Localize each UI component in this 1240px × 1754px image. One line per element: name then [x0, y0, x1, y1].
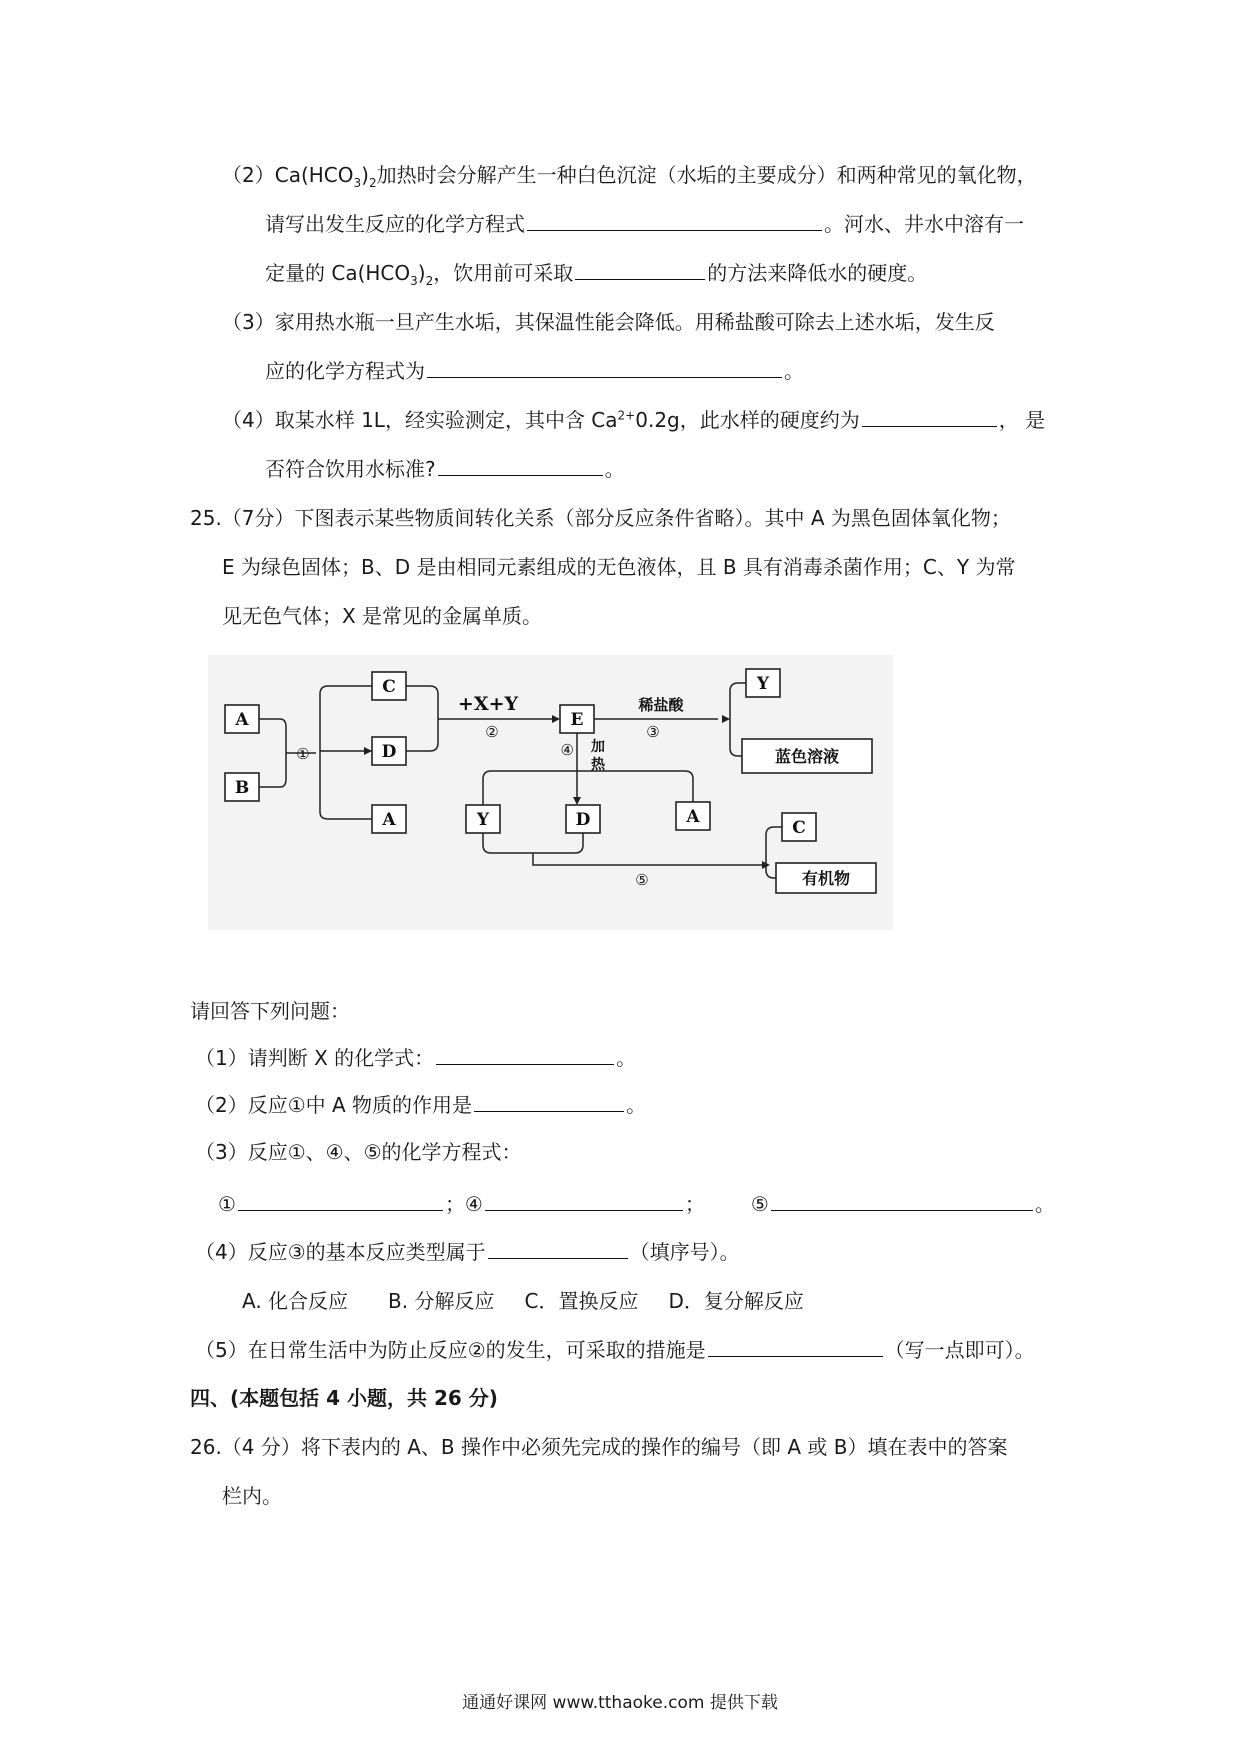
text-frag: ) — [361, 163, 369, 187]
node-y-low: Y — [476, 810, 490, 830]
superscript: 2+ — [617, 408, 636, 423]
answer-blank-equation-hcl[interactable] — [427, 357, 782, 378]
text-frag: ⑤ — [750, 1192, 769, 1216]
node-e: E — [570, 710, 584, 730]
text-frag: 应的化学方程式为 — [265, 359, 425, 383]
text-frag: （4）取某水样 1L，经实验测定，其中含 Ca — [222, 408, 618, 432]
text-frag: 请写出发生反应的化学方程式 — [265, 212, 525, 236]
q24-part2-line2 — [265, 210, 1024, 238]
option-b: B. 分解反应 — [388, 1289, 495, 1313]
q25-sub2 — [195, 1091, 646, 1119]
answer-blank-a-role[interactable] — [474, 1091, 624, 1112]
answer-blank-eq1[interactable] — [238, 1190, 443, 1211]
text-frag: 的方法来降低水的硬度。 — [707, 261, 928, 285]
q26-line1: 26.（4 分）将下表内的 A、B 操作中必须先完成的操作的编号（即 A 或 B）填在表中的答案 — [190, 1435, 1008, 1459]
reaction-4-label: ④ — [560, 741, 574, 759]
text-frag: 。 — [604, 457, 625, 481]
answer-blank-prevention[interactable] — [708, 1336, 883, 1357]
q25-ask: 请回答下列问题： — [190, 999, 350, 1023]
answer-blank-method[interactable] — [575, 259, 705, 280]
text-frag: 。 — [616, 1046, 637, 1070]
reaction-3-label: ③ — [646, 723, 660, 741]
node-a-left: A — [235, 710, 249, 730]
answer-blank-x-formula[interactable] — [436, 1044, 614, 1065]
text-frag: （1）请判断 X 的化学式： — [195, 1046, 435, 1070]
text-frag: ) — [417, 261, 426, 285]
reaction-diagram — [208, 655, 893, 930]
q25-intro-line1: 25.（7分）下图表示某些物质间转化关系（部分反应条件省略）。其中 A 为黑色固体氧化物； — [190, 506, 1011, 530]
q25-intro-line3: 见无色气体；X 是常见的金属单质。 — [222, 604, 543, 628]
text-frag: ；④ — [444, 1192, 483, 1216]
q25-sub4-options — [242, 1287, 804, 1315]
q24-part3-line2 — [265, 357, 804, 385]
answer-blank-eq4[interactable] — [485, 1190, 683, 1211]
text-frag: （2）Ca(HCO — [222, 163, 354, 187]
label-heat-1: 加 — [591, 739, 605, 755]
text-frag: ，饮用前可采取 — [433, 261, 574, 285]
subscript: 3 — [353, 176, 362, 190]
subscript: 2 — [425, 274, 434, 288]
label-plus-xy: +X+Y — [457, 693, 519, 715]
text-frag: ； — [684, 1192, 705, 1216]
q25-sub4 — [195, 1238, 740, 1266]
option-d: D．复分解反应 — [668, 1289, 804, 1313]
subscript: 3 — [410, 274, 418, 288]
q24-part4-line2 — [265, 455, 625, 483]
answer-blank-equation[interactable] — [527, 210, 822, 231]
answer-blank-reaction-type[interactable] — [488, 1238, 628, 1259]
q24-part2-line3 — [265, 259, 927, 287]
node-a-low: A — [686, 807, 700, 827]
node-c-top: C — [382, 677, 396, 697]
text-frag: 。河水、井水中溶有一 — [824, 212, 1024, 236]
text-frag: （4）反应③的基本反应类型属于 — [195, 1240, 486, 1264]
q25-intro-line2: E 为绿色固体；B、D 是由相同元素组成的无色液体，且 B 具有消毒杀菌作用；C、Y 为常 — [222, 555, 1016, 579]
text-frag: 。 — [626, 1093, 647, 1117]
reaction-2-label: ② — [485, 723, 499, 741]
q24-part2-line1 — [222, 161, 1037, 189]
text-frag: ① — [218, 1192, 236, 1216]
page-footer: 通通好课网 www.tthaoke.com 提供下载 — [462, 1693, 778, 1713]
text-frag: 否符合饮用水标准? — [265, 457, 436, 481]
q25-sub5 — [195, 1336, 1035, 1364]
text-frag: （写一点即可）。 — [884, 1338, 1035, 1362]
text-frag: 。 — [784, 359, 804, 383]
reaction-1-label: ① — [296, 745, 310, 763]
q25-sub3: （3）反应①、④、⑤的化学方程式： — [195, 1140, 522, 1164]
text-frag: 。 — [1034, 1192, 1055, 1216]
text-frag: （5）在日常生活中为防止反应②的发生，可采取的措施是 — [195, 1338, 706, 1362]
node-b-left: B — [234, 778, 250, 798]
text-frag: （2）反应①中 A 物质的作用是 — [195, 1093, 473, 1117]
text-frag: ， 是 — [998, 408, 1046, 432]
section-4-heading: 四、(本题包括 4 小题，共 26 分) — [190, 1386, 498, 1410]
node-d-low: D — [575, 810, 591, 830]
reaction-5-label: ⑤ — [635, 871, 649, 889]
text-frag: 0.2g，此水样的硬度约为 — [635, 408, 860, 432]
node-blue-solution: 蓝色溶液 — [774, 747, 840, 766]
label-dilute-hcl: 稀盐酸 — [638, 696, 684, 714]
node-organic: 有机物 — [801, 869, 851, 888]
q24-part3-line1 — [222, 308, 995, 336]
label-heat-2: 热 — [591, 757, 605, 773]
q26-line2: 栏内。 — [222, 1484, 282, 1508]
text-frag: 定量的 Ca(HCO — [265, 261, 411, 285]
option-c: C．置换反应 — [524, 1289, 639, 1313]
option-a: A. 化合反应 — [242, 1289, 349, 1313]
node-c-right: C — [792, 818, 806, 838]
answer-blank-standard[interactable] — [438, 455, 603, 476]
answer-blank-eq5[interactable] — [771, 1190, 1033, 1211]
node-a-bottom: A — [382, 810, 396, 830]
q25-sub1 — [195, 1044, 636, 1072]
node-d-mid: D — [381, 742, 397, 762]
text-frag: （填序号）。 — [629, 1240, 740, 1264]
subscript: 2 — [368, 176, 377, 190]
text-frag: （3）家用热水瓶一旦产生水垢，其保温性能会降低。用稀盐酸可除去上述水垢，发生反 — [222, 310, 995, 334]
answer-blank-hardness[interactable] — [862, 406, 997, 427]
q24-part4-line1 — [222, 406, 1045, 434]
node-y-top: Y — [756, 674, 770, 694]
text-frag: 加热时会分解产生一种白色沉淀（水垢的主要成分）和两种常见的氧化物， — [376, 163, 1037, 187]
q25-sub3-equations — [218, 1190, 1055, 1218]
